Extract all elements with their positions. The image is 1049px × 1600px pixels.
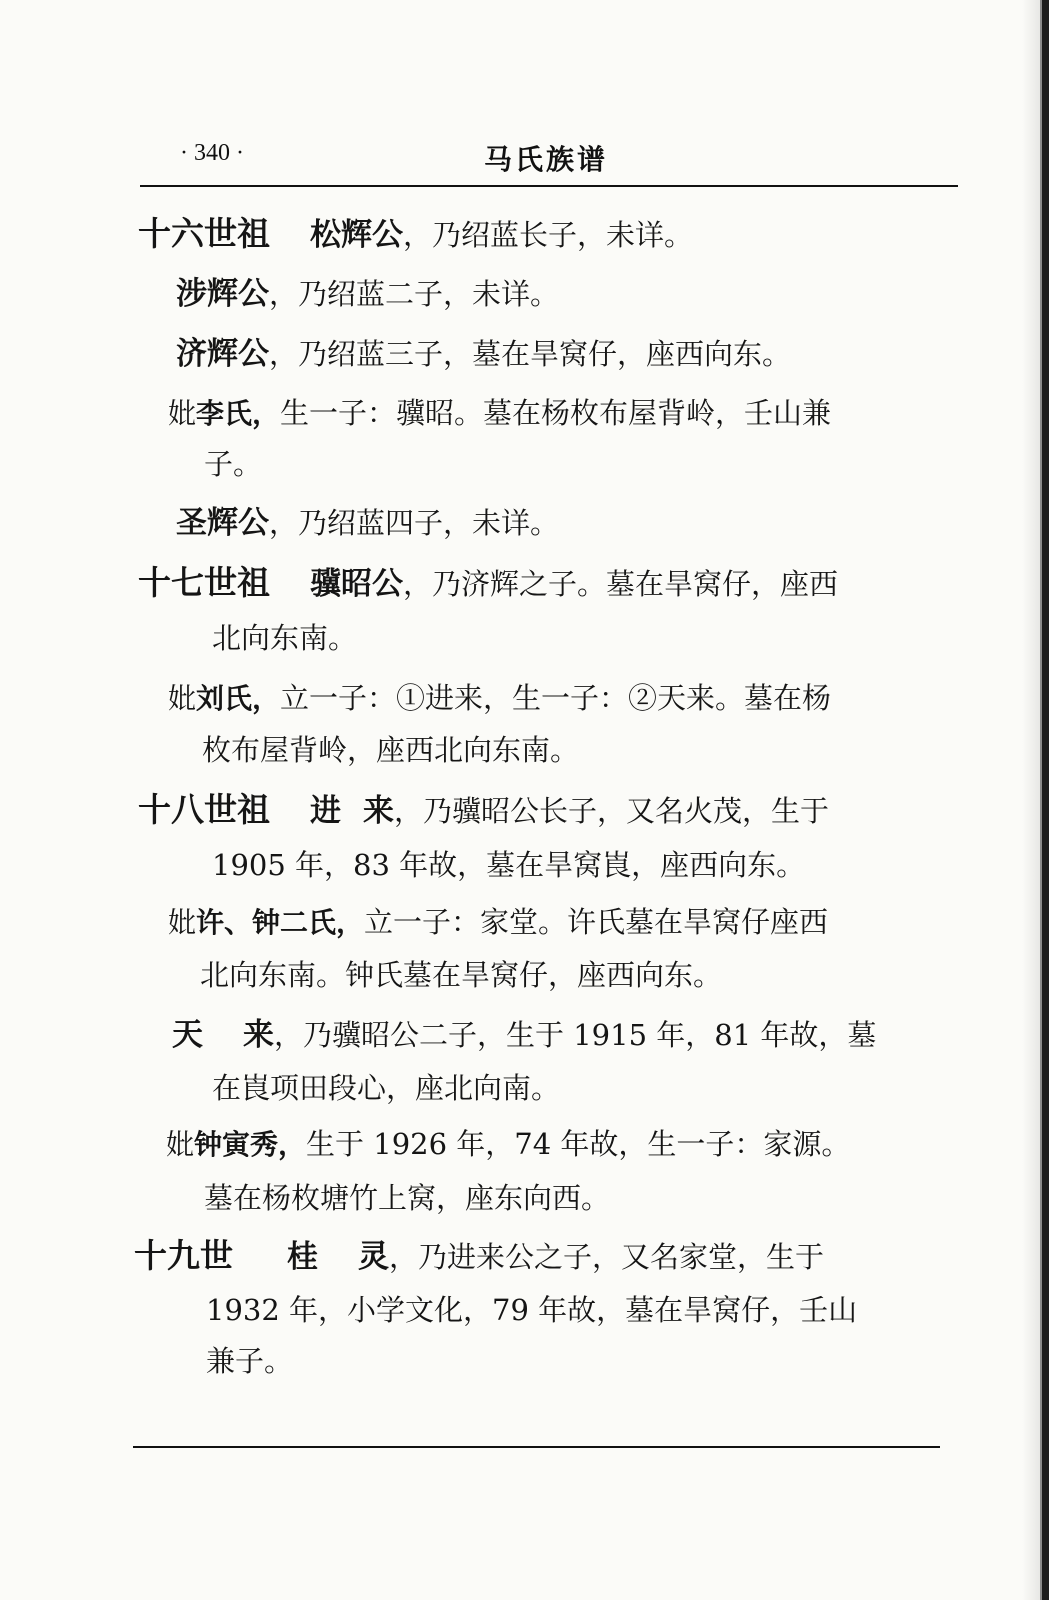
wife-prefix: 妣 xyxy=(168,906,197,939)
ancestor-name: 涉辉公 xyxy=(176,276,269,312)
entry-text: ，乃济辉之子。墓在旱窝仔，座西 xyxy=(403,567,839,601)
entry-continuation: 墓在杨枚塘竹上窝，座东向西。 xyxy=(204,1181,611,1215)
entry-continuation: 兼子。 xyxy=(206,1344,294,1378)
entry-line xyxy=(138,214,693,255)
entry-text: 立一子：家堂。许氏墓在旱窝仔座西 xyxy=(364,905,829,939)
entry-line xyxy=(166,1124,850,1165)
wife-name: 刘氏， xyxy=(196,682,281,715)
entry-text: ，乃骥昭公二子，生于 1915 年，81 年故，墓 xyxy=(274,1018,877,1052)
ancestor-name-part: 桂 xyxy=(287,1239,318,1275)
entry-line xyxy=(134,1236,824,1277)
entry-text: ，乃绍蓝长子，未详。 xyxy=(403,218,694,252)
entry-text: 生一子：骥昭。墓在杨枚布屋背岭，壬山兼 xyxy=(280,396,832,430)
ancestor-name: 骥昭公 xyxy=(310,566,403,602)
entry-text: 生于 1926 年，74 年故，生一子：家源。 xyxy=(306,1127,851,1161)
wife-prefix: 妣 xyxy=(168,682,197,715)
entry-line xyxy=(172,1015,876,1055)
entry-line xyxy=(176,503,559,543)
book-title: 马氏族谱 xyxy=(484,143,609,176)
entry-continuation: 枚布屋背岭，座西北向东南。 xyxy=(202,733,580,767)
ancestor-name: 济辉公 xyxy=(176,336,269,372)
wife-prefix: 妣 xyxy=(166,1128,195,1161)
wife-prefix: 妣 xyxy=(168,397,197,430)
footer-rule xyxy=(133,1446,940,1448)
entry-continuation: 子。 xyxy=(204,447,263,481)
ancestor-name-part: 来 xyxy=(243,1017,274,1053)
entry-continuation: 北向东南。 xyxy=(212,621,358,655)
entry-line xyxy=(176,274,559,314)
generation-label: 十七世祖 xyxy=(138,563,270,602)
entry-text: ，乃绍蓝四子，未详。 xyxy=(269,506,560,540)
generation-label: 十八世祖 xyxy=(138,790,270,829)
generation-label: 十九世 xyxy=(134,1236,233,1275)
entry-line xyxy=(168,678,831,719)
entry-text: ，乃进来公之子，又名家堂，生于 xyxy=(389,1240,825,1274)
entry-continuation: 1905 年，83 年故，墓在旱窝崀，座西向东。 xyxy=(212,848,806,882)
ancestor-name-part: 天 xyxy=(172,1017,203,1053)
entry-continuation: 1932 年，小学文化，79 年故，墓在旱窝仔，壬山 xyxy=(206,1293,858,1327)
entry-text: 立一子：①进来，生一子：②天来。墓在杨 xyxy=(280,681,832,715)
generation-label: 十六世祖 xyxy=(138,214,270,253)
entry-continuation: 北向东南。钟氏墓在旱窝仔，座西向东。 xyxy=(200,958,723,992)
ancestor-name-part: 来 xyxy=(363,793,394,829)
entry-line xyxy=(138,790,829,831)
ancestor-name: 松辉公 xyxy=(310,217,403,253)
ancestor-name-part: 进 xyxy=(310,793,341,829)
wife-name: 李氏， xyxy=(196,397,281,430)
page-header xyxy=(140,138,958,182)
ancestor-name: 圣辉公 xyxy=(176,505,269,541)
header-rule xyxy=(140,185,958,187)
wife-name: 许、钟二氏， xyxy=(196,906,365,939)
wife-name: 钟寅秀， xyxy=(194,1128,307,1161)
entry-text: ，乃骥昭公长子，又名火茂，生于 xyxy=(394,794,830,828)
entry-continuation: 在崀项田段心，座北向南。 xyxy=(212,1071,561,1105)
entry-line xyxy=(176,334,791,374)
entry-text: ，乃绍蓝二子，未详。 xyxy=(269,277,560,311)
entry-line xyxy=(168,393,831,434)
entry-line xyxy=(138,563,838,604)
entry-line xyxy=(168,902,828,943)
entry-text: ，乃绍蓝三子，墓在旱窝仔，座西向东。 xyxy=(269,337,792,371)
page-number: · 340 · xyxy=(180,140,244,166)
ancestor-name-part: 灵 xyxy=(358,1239,389,1275)
